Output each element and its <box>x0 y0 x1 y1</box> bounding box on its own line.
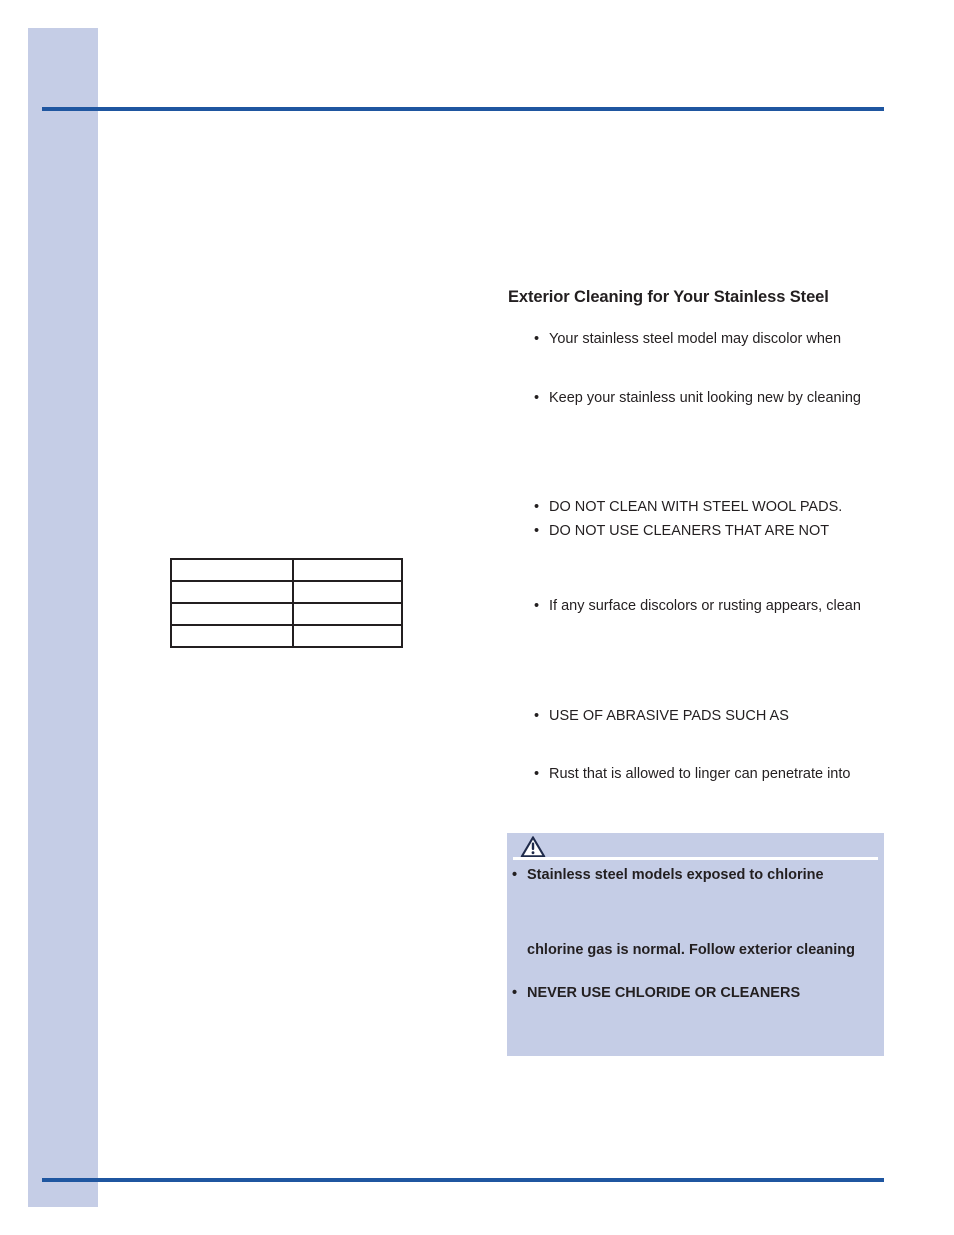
bullet-text: Keep your stainless unit looking new by cleaning <box>549 390 861 406</box>
table-cell <box>171 559 293 581</box>
bullet-item <box>534 708 789 724</box>
bullet-dot: • <box>534 390 540 406</box>
bullet-dot: • <box>534 523 540 539</box>
bullet-dot: • <box>534 766 540 782</box>
spec-table <box>170 558 403 648</box>
table-cell <box>293 603 402 625</box>
bullet-dot: • <box>512 985 518 1001</box>
bullet-text: USE OF ABRASIVE PADS SUCH AS <box>549 708 789 724</box>
table-row <box>171 625 402 647</box>
footer-rule <box>42 1178 884 1182</box>
bullet-dot: • <box>534 331 540 347</box>
bullet-item <box>534 499 842 515</box>
bullet-text: DO NOT CLEAN WITH STEEL WOOL PADS. <box>549 499 843 515</box>
table-cell <box>171 625 293 647</box>
warning-divider <box>513 857 878 860</box>
warning-text: chlorine gas is normal. Follow exterior cleaning <box>527 942 855 958</box>
bullet-item <box>534 331 841 347</box>
table-cell <box>293 559 402 581</box>
warning-item <box>512 867 824 883</box>
bullet-dot: • <box>534 499 540 515</box>
header-rule <box>42 107 884 111</box>
table-cell <box>293 581 402 603</box>
bullet-item <box>534 598 861 614</box>
warning-text: NEVER USE CHLORIDE OR CLEANERS <box>527 985 801 1001</box>
bullet-text: DO NOT USE CLEANERS THAT ARE NOT <box>549 523 830 539</box>
bullet-dot: • <box>534 598 540 614</box>
bullet-item <box>534 523 829 539</box>
table-cell <box>171 581 293 603</box>
bullet-item <box>534 390 861 406</box>
table-cell <box>171 603 293 625</box>
bullet-item <box>534 766 850 782</box>
bullet-dot: • <box>534 708 540 724</box>
warning-box <box>507 833 884 1056</box>
section-heading: Exterior Cleaning for Your Stainless Steel <box>508 288 829 306</box>
bullet-text: Your stainless steel model may discolor when <box>549 331 842 347</box>
table-row <box>171 603 402 625</box>
bullet-text: If any surface discolors or rusting appears, clean <box>549 598 861 614</box>
table-row <box>171 559 402 581</box>
bullet-text: Rust that is allowed to linger can penetrate into <box>549 766 851 782</box>
table-row <box>171 581 402 603</box>
warning-item <box>512 985 800 1001</box>
warning-text: Stainless steel models exposed to chlorine <box>527 867 824 883</box>
bullet-dot: • <box>512 867 518 883</box>
table-cell <box>293 625 402 647</box>
side-strip <box>28 28 98 1207</box>
